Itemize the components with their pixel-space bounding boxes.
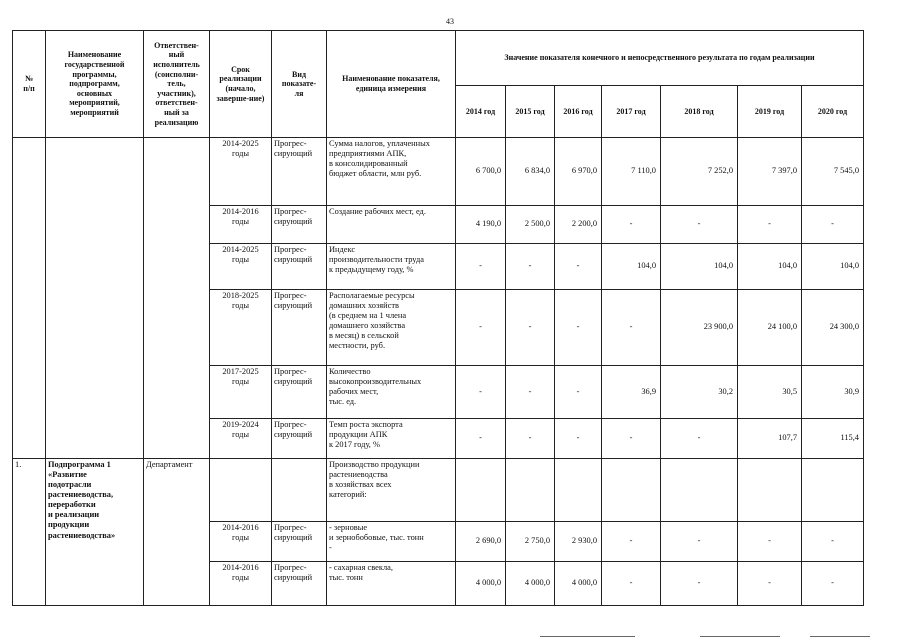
type-cell: Прогрес- сирующий: [272, 522, 327, 562]
header-responsible: Ответствен- ный исполнитель (соисполни- тель, участник), ответствен- ный за реализацию: [144, 31, 210, 138]
value-cell: 2 930,0: [555, 522, 602, 562]
value-cell: -: [661, 522, 738, 562]
empty-term-cell: [210, 459, 272, 522]
value-cell: 104,0: [602, 244, 661, 290]
value-cell: 104,0: [802, 244, 864, 290]
value-cell: -: [602, 419, 661, 459]
value-cell: 7 545,0: [802, 138, 864, 206]
value-cell: 2 690,0: [456, 522, 506, 562]
term-cell: 2014-2025 годы: [210, 138, 272, 206]
value-cell: 2 750,0: [506, 522, 555, 562]
subprogram-row: [13, 459, 864, 522]
value-cell: 23 900,0: [661, 290, 738, 366]
empty-value-cell: [506, 459, 555, 522]
indicator-cell: Количество высокопроизводительных рабочих мест, тыс. ед.: [327, 366, 456, 419]
value-cell: 24 100,0: [738, 290, 802, 366]
value-cell: -: [555, 419, 602, 459]
empty-value-cell: [661, 459, 738, 522]
empty-value-cell: [802, 459, 864, 522]
value-cell: 6 700,0: [456, 138, 506, 206]
value-cell: -: [661, 562, 738, 606]
indicator-cell: Темп роста экспорта продукции АПК к 2017 году, %: [327, 419, 456, 459]
value-cell: 6 970,0: [555, 138, 602, 206]
scan-edge-line: [810, 636, 870, 637]
header-year: 2018 год: [661, 86, 738, 138]
term-cell: 2014-2016 годы: [210, 522, 272, 562]
table-row: [13, 138, 864, 206]
subprogram-num: 1.: [13, 459, 46, 606]
term-cell: 2018-2025 годы: [210, 290, 272, 366]
type-cell: Прогрес- сирующий: [272, 290, 327, 366]
subprogram-name: Подпрограмма 1 «Развитие подотрасли растениеводства, переработки и реализации продукции растениеводства»: [46, 459, 144, 606]
value-cell: 104,0: [661, 244, 738, 290]
value-cell: -: [456, 366, 506, 419]
value-cell: 30,5: [738, 366, 802, 419]
header-year: 2016 год: [555, 86, 602, 138]
value-cell: 7 110,0: [602, 138, 661, 206]
value-cell: -: [456, 244, 506, 290]
value-cell: -: [661, 419, 738, 459]
value-cell: 4 190,0: [456, 206, 506, 244]
header-year: 2017 год: [602, 86, 661, 138]
header-type: Вид показате- ля: [272, 31, 327, 138]
value-cell: 7 252,0: [661, 138, 738, 206]
empty-value-cell: [456, 459, 506, 522]
value-cell: 24 300,0: [802, 290, 864, 366]
header-indicator: Наименование показателя, единица измерения: [327, 31, 456, 138]
value-cell: -: [602, 290, 661, 366]
value-cell: -: [506, 366, 555, 419]
scan-edge-line: [540, 636, 635, 637]
header-year: 2014 год: [456, 86, 506, 138]
value-cell: 104,0: [738, 244, 802, 290]
scan-edge-line: [700, 636, 780, 637]
value-cell: -: [802, 522, 864, 562]
type-cell: Прогрес- сирующий: [272, 244, 327, 290]
value-cell: 2 500,0: [506, 206, 555, 244]
value-cell: 4 000,0: [506, 562, 555, 606]
value-cell: 30,2: [661, 366, 738, 419]
empty-value-cell: [602, 459, 661, 522]
indicator-cell: Создание рабочих мест, ед.: [327, 206, 456, 244]
value-cell: 6 834,0: [506, 138, 555, 206]
subprogram-responsible: Департамент: [144, 459, 210, 606]
value-cell: 30,9: [802, 366, 864, 419]
indicator-cell: - зерновые и зернобобовые, тыс. тонн -: [327, 522, 456, 562]
value-cell: 4 000,0: [555, 562, 602, 606]
value-cell: -: [506, 290, 555, 366]
value-cell: 2 200,0: [555, 206, 602, 244]
header-year: 2019 год: [738, 86, 802, 138]
value-cell: -: [506, 419, 555, 459]
value-cell: -: [802, 206, 864, 244]
type-cell: Прогрес- сирующий: [272, 366, 327, 419]
term-cell: 2014-2016 годы: [210, 206, 272, 244]
value-cell: -: [456, 290, 506, 366]
value-cell: -: [802, 562, 864, 606]
value-cell: 7 397,0: [738, 138, 802, 206]
value-cell: 36,9: [602, 366, 661, 419]
header-name: Наименование государственной программы, подпрограмм, основных мероприятий, мероприятий: [46, 31, 144, 138]
type-cell: Прогрес- сирующий: [272, 562, 327, 606]
type-cell: Прогрес- сирующий: [272, 138, 327, 206]
indicators-table: [12, 30, 864, 606]
term-cell: 2014-2016 годы: [210, 562, 272, 606]
value-cell: -: [661, 206, 738, 244]
value-cell: -: [602, 522, 661, 562]
value-cell: -: [738, 562, 802, 606]
empty-type-cell: [272, 459, 327, 522]
term-cell: 2019-2024 годы: [210, 419, 272, 459]
header-year: 2015 год: [506, 86, 555, 138]
term-cell: 2014-2025 годы: [210, 244, 272, 290]
indicator-cell: Производство продукции растениеводства в хозяйствах всех категорий:: [327, 459, 456, 522]
empty-name-cell: [46, 138, 144, 459]
value-cell: -: [456, 419, 506, 459]
type-cell: Прогрес- сирующий: [272, 206, 327, 244]
type-cell: Прогрес- сирующий: [272, 419, 327, 459]
value-cell: -: [738, 206, 802, 244]
value-cell: -: [602, 206, 661, 244]
empty-value-cell: [738, 459, 802, 522]
empty-value-cell: [555, 459, 602, 522]
indicator-cell: - сахарная свекла, тыс. тонн: [327, 562, 456, 606]
page-number: 43: [446, 17, 454, 26]
value-cell: -: [555, 366, 602, 419]
value-cell: 4 000,0: [456, 562, 506, 606]
indicator-cell: Сумма налогов, уплаченных предприятиями АПК, в консолидированный бюджет области, млн руб.: [327, 138, 456, 206]
value-cell: -: [555, 244, 602, 290]
header-num: № п/п: [13, 31, 46, 138]
term-cell: 2017-2025 годы: [210, 366, 272, 419]
value-cell: -: [602, 562, 661, 606]
header-values-group: Значение показателя конечного и непосредственного результата по годам реализации: [456, 31, 864, 86]
indicator-cell: Располагаемые ресурсы домашних хозяйств (в среднем на 1 члена домашнего хозяйства в месяц) в сельской местности, руб.: [327, 290, 456, 366]
indicator-cell: Индекс производительности труда к предыдущему году, %: [327, 244, 456, 290]
value-cell: -: [555, 290, 602, 366]
value-cell: 107,7: [738, 419, 802, 459]
value-cell: -: [738, 522, 802, 562]
value-cell: 115,4: [802, 419, 864, 459]
empty-responsible-cell: [144, 138, 210, 459]
header-term: Срок реализации (начало, заверше-ние): [210, 31, 272, 138]
value-cell: -: [506, 244, 555, 290]
empty-num-cell: [13, 138, 46, 459]
header-year: 2020 год: [802, 86, 864, 138]
